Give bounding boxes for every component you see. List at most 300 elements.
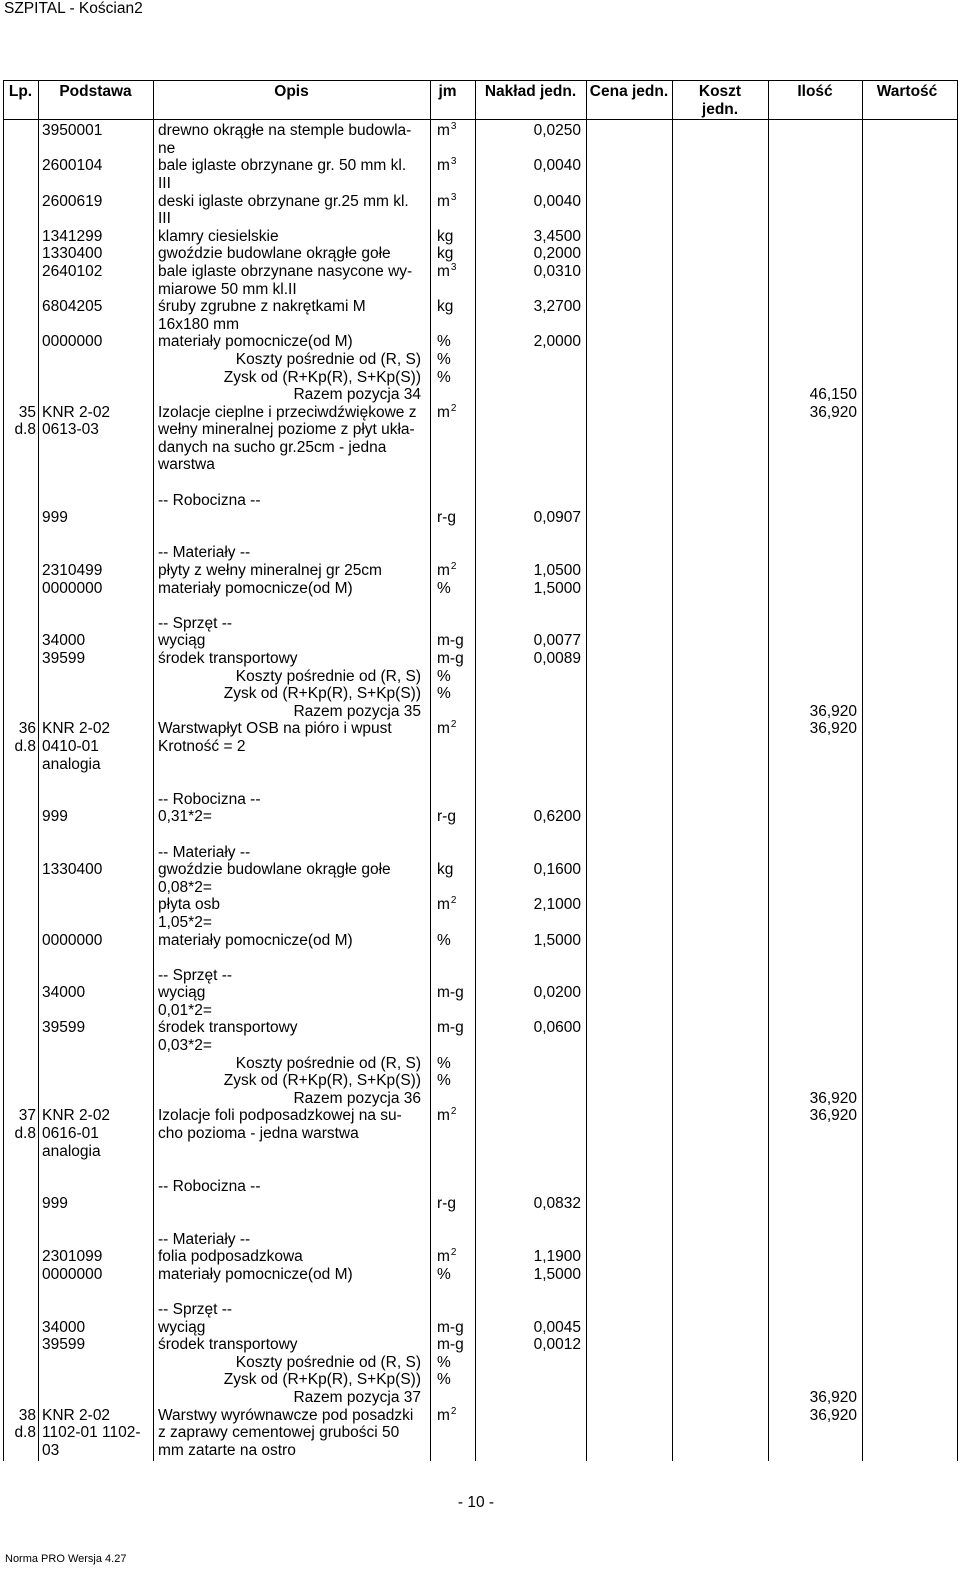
section-header-row bbox=[0, 1231, 960, 1249]
ilosc-cell: 36,920 bbox=[809, 1089, 857, 1107]
naklad-cell: 1,5000 bbox=[533, 579, 581, 597]
naklad-cell: 0,0600 bbox=[533, 1019, 581, 1037]
section-header: -- Robocizna -- bbox=[158, 790, 261, 808]
jm-cell bbox=[437, 1336, 464, 1354]
podstawa-cell: KNR 2-02 bbox=[42, 1107, 111, 1125]
ilosc-cell: 36,920 bbox=[809, 1406, 857, 1424]
table-row bbox=[0, 650, 960, 668]
section-header-row bbox=[0, 1178, 960, 1196]
unit-label: kg bbox=[437, 298, 454, 316]
jm-cell bbox=[437, 1371, 451, 1389]
summary-row bbox=[0, 351, 960, 369]
unit-label: m bbox=[437, 562, 450, 580]
summary-label: Razem pozycja 36 bbox=[293, 1089, 421, 1107]
opis-cell: środek transportowy bbox=[158, 1019, 298, 1037]
jm-cell bbox=[437, 808, 456, 826]
opis-cell: mm zatarte na ostro bbox=[158, 1441, 296, 1459]
lp-cell: 37 bbox=[18, 1107, 36, 1125]
podstawa-cell: KNR 2-02 bbox=[42, 720, 111, 738]
unit-label: % bbox=[437, 579, 451, 597]
jm-cell bbox=[437, 1019, 464, 1037]
jm-cell bbox=[437, 1407, 456, 1425]
unit-label: % bbox=[437, 333, 451, 351]
podstawa-cell: 6804205 bbox=[42, 298, 103, 316]
podstawa-cell: 2310499 bbox=[42, 562, 103, 580]
opis-cell: danych na sucho gr.25cm - jedna bbox=[158, 438, 387, 456]
opis-cell: III bbox=[158, 174, 171, 192]
opis-cell: materiały pomocnicze(od M) bbox=[158, 1265, 353, 1283]
naklad-cell: 3,4500 bbox=[533, 227, 581, 245]
jm-cell bbox=[437, 509, 456, 527]
unit-label: r-g bbox=[437, 1195, 456, 1213]
naklad-cell: 1,5000 bbox=[533, 1265, 581, 1283]
opis-cell: III bbox=[158, 210, 171, 228]
naklad-cell: 0,0089 bbox=[533, 650, 581, 667]
opis-cell: wyciąg bbox=[158, 632, 206, 650]
podstawa-cell: 999 bbox=[42, 509, 68, 527]
unit-label: m bbox=[437, 1107, 450, 1125]
naklad-cell: 0,0832 bbox=[533, 1195, 581, 1213]
ilosc-cell: 36,920 bbox=[809, 702, 857, 720]
jm-cell bbox=[437, 193, 456, 211]
summary-row bbox=[0, 386, 960, 404]
opis-cell: cho pozioma - jedna warstwa bbox=[158, 1125, 359, 1143]
opis-cell: płyta osb bbox=[158, 896, 221, 914]
header-cena: Cena jedn. bbox=[589, 83, 669, 100]
unit-label: m-g bbox=[437, 1318, 464, 1336]
opis-cell: Warstwy wyrównawcze pod posadzki bbox=[158, 1406, 414, 1424]
podstawa-cell: 34000 bbox=[42, 632, 86, 650]
section-header-row bbox=[0, 615, 960, 633]
table-row bbox=[0, 404, 960, 422]
table-row bbox=[0, 580, 960, 598]
unit-label: kg bbox=[437, 245, 454, 263]
summary-label: Koszty pośrednie od (R, S) bbox=[235, 1353, 421, 1371]
podstawa-cell: 0000000 bbox=[42, 1265, 103, 1283]
summary-label: Razem pozycja 34 bbox=[293, 386, 421, 404]
unit-label: m bbox=[437, 403, 450, 421]
podstawa-cell: 34000 bbox=[42, 984, 86, 1002]
jm-cell bbox=[437, 404, 456, 422]
table-row bbox=[0, 456, 960, 474]
table-row bbox=[0, 1336, 960, 1354]
table-row bbox=[0, 228, 960, 246]
table-row bbox=[0, 1143, 960, 1161]
jm-cell bbox=[437, 1266, 451, 1284]
opis-cell: 0,08*2= bbox=[158, 878, 212, 896]
jm-cell bbox=[437, 369, 451, 387]
naklad-cell: 0,0077 bbox=[533, 632, 581, 650]
podstawa-cell: 1330400 bbox=[42, 861, 103, 879]
jm-cell bbox=[437, 720, 456, 738]
header-jm: jm bbox=[438, 83, 457, 100]
unit-label: m-g bbox=[437, 984, 464, 1002]
naklad-cell: 0,0310 bbox=[533, 262, 581, 280]
podstawa-cell: 0000000 bbox=[42, 333, 103, 351]
unit-label: m bbox=[437, 192, 450, 210]
table-row bbox=[0, 1195, 960, 1213]
summary-row bbox=[0, 668, 960, 686]
table-row bbox=[0, 984, 960, 1002]
unit-label: m bbox=[437, 157, 450, 175]
lp-cell: d.8 bbox=[14, 1424, 36, 1442]
podstawa-cell: 0000000 bbox=[42, 931, 103, 949]
unit-label: m bbox=[437, 720, 450, 738]
table-row bbox=[0, 756, 960, 774]
table-row bbox=[0, 1002, 960, 1020]
jm-cell bbox=[437, 896, 456, 914]
unit-label: % bbox=[437, 667, 451, 685]
table-row bbox=[0, 509, 960, 527]
jm-cell bbox=[437, 1354, 451, 1372]
section-header-row bbox=[0, 544, 960, 562]
table-row bbox=[0, 632, 960, 650]
opis-cell: materiały pomocnicze(od M) bbox=[158, 333, 353, 351]
opis-cell: ne bbox=[158, 139, 176, 157]
unit-label: % bbox=[437, 1054, 451, 1072]
jm-cell bbox=[437, 157, 456, 175]
table-row bbox=[0, 263, 960, 281]
jm-cell bbox=[437, 1107, 456, 1125]
opis-cell: Izolacje cieplne i przeciwdźwiękowe z bbox=[158, 403, 417, 421]
opis-cell: 16x180 mm bbox=[158, 315, 239, 333]
summary-row bbox=[0, 1055, 960, 1073]
section-header-row bbox=[0, 1301, 960, 1319]
page-number: - 10 - bbox=[457, 1494, 495, 1511]
opis-cell: Krotność = 2 bbox=[158, 737, 246, 755]
table-row bbox=[0, 562, 960, 580]
jm-cell bbox=[437, 122, 456, 140]
table-row bbox=[0, 140, 960, 158]
opis-cell: deski iglaste obrzynane gr.25 mm kl. bbox=[158, 192, 409, 210]
section-header-row bbox=[0, 844, 960, 862]
table-row bbox=[0, 896, 960, 914]
table-row bbox=[0, 720, 960, 738]
ilosc-cell: 36,920 bbox=[809, 720, 857, 738]
unit-label: % bbox=[437, 1353, 451, 1371]
podstawa-cell: KNR 2-02 bbox=[42, 403, 111, 421]
table-row bbox=[0, 333, 960, 351]
summary-row bbox=[0, 1371, 960, 1389]
unit-label: m-g bbox=[437, 650, 464, 667]
ilosc-cell: 36,920 bbox=[809, 403, 857, 421]
unit-label: m bbox=[437, 1248, 450, 1266]
jm-cell bbox=[437, 685, 451, 703]
section-header-row bbox=[0, 492, 960, 510]
naklad-cell: 0,0200 bbox=[533, 984, 581, 1002]
podstawa-cell: 1102-01 1102- bbox=[42, 1424, 141, 1442]
table-row bbox=[0, 175, 960, 193]
jm-cell bbox=[437, 333, 451, 351]
table-row bbox=[0, 245, 960, 263]
table-row bbox=[0, 879, 960, 897]
naklad-cell: 0,1600 bbox=[533, 861, 581, 879]
table-body bbox=[0, 122, 960, 1459]
table-row bbox=[0, 1248, 960, 1266]
unit-exponent: 3 bbox=[450, 156, 457, 168]
jm-cell bbox=[437, 1072, 451, 1090]
section-header: -- Sprzęt -- bbox=[158, 966, 233, 984]
podstawa-cell: 999 bbox=[42, 1195, 68, 1213]
naklad-cell: 1,0500 bbox=[533, 562, 581, 580]
naklad-cell: 0,0012 bbox=[533, 1336, 581, 1354]
section-header: -- Materiały -- bbox=[158, 843, 251, 861]
section-header: -- Robocizna -- bbox=[158, 491, 261, 509]
opis-cell: materiały pomocnicze(od M) bbox=[158, 579, 353, 597]
unit-label: m-g bbox=[437, 632, 464, 650]
section-header: -- Sprzęt -- bbox=[158, 1300, 233, 1318]
header-opis: Opis bbox=[274, 83, 309, 100]
jm-cell bbox=[437, 1055, 451, 1073]
jm-cell bbox=[437, 298, 453, 316]
summary-label: Zysk od (R+Kp(R), S+Kp(S)) bbox=[223, 1072, 421, 1090]
software-footer: Norma PRO Wersja 4.27 bbox=[5, 1553, 127, 1565]
summary-label: Zysk od (R+Kp(R), S+Kp(S)) bbox=[223, 368, 421, 386]
section-header-row bbox=[0, 967, 960, 985]
jm-cell bbox=[437, 650, 464, 668]
section-header-row bbox=[0, 791, 960, 809]
jm-cell bbox=[437, 351, 451, 369]
unit-exponent: 2 bbox=[450, 1106, 457, 1118]
section-header: -- Sprzęt -- bbox=[158, 614, 233, 632]
unit-exponent: 2 bbox=[450, 719, 457, 731]
opis-cell: materiały pomocnicze(od M) bbox=[158, 931, 353, 949]
unit-label: % bbox=[437, 1072, 451, 1090]
lp-cell: d.8 bbox=[14, 1125, 36, 1143]
opis-cell: śruby zgrubne z nakrętkami M bbox=[158, 298, 366, 316]
podstawa-cell: 2301099 bbox=[42, 1248, 103, 1266]
podstawa-cell: 0000000 bbox=[42, 579, 103, 597]
opis-cell: Izolacje foli podposadzkowej na su- bbox=[158, 1107, 402, 1125]
naklad-cell: 0,6200 bbox=[533, 808, 581, 826]
jm-cell bbox=[437, 1319, 464, 1337]
document-title: SZPITAL - Kościan2 bbox=[4, 0, 143, 17]
podstawa-cell: 2600104 bbox=[42, 157, 103, 175]
jm-cell bbox=[437, 228, 453, 246]
unit-label: r-g bbox=[437, 808, 456, 826]
naklad-cell: 3,2700 bbox=[533, 298, 581, 316]
summary-label: Zysk od (R+Kp(R), S+Kp(S)) bbox=[223, 685, 421, 703]
header-koszt-line1: Koszt bbox=[698, 83, 742, 100]
unit-label: % bbox=[437, 368, 451, 386]
jm-cell bbox=[437, 1248, 456, 1266]
table-row bbox=[0, 1125, 960, 1143]
summary-row bbox=[0, 685, 960, 703]
header-podstawa: Podstawa bbox=[59, 83, 132, 100]
opis-cell: wyciąg bbox=[158, 984, 206, 1002]
summary-label: Razem pozycja 37 bbox=[293, 1388, 421, 1406]
summary-label: Koszty pośrednie od (R, S) bbox=[235, 667, 421, 685]
unit-exponent: 3 bbox=[450, 121, 457, 133]
unit-exponent: 2 bbox=[450, 561, 457, 573]
opis-cell: 0,03*2= bbox=[158, 1037, 212, 1055]
section-header: -- Materiały -- bbox=[158, 544, 251, 562]
opis-cell: środek transportowy bbox=[158, 1336, 298, 1354]
podstawa-cell: 34000 bbox=[42, 1318, 86, 1336]
unit-label: % bbox=[437, 685, 451, 703]
opis-cell: 1,05*2= bbox=[158, 913, 212, 931]
header-koszt-line2: jedn. bbox=[701, 100, 739, 118]
unit-exponent: 2 bbox=[450, 895, 457, 907]
jm-cell bbox=[437, 1195, 456, 1213]
unit-label: kg bbox=[437, 227, 454, 245]
summary-label: Koszty pośrednie od (R, S) bbox=[235, 1054, 421, 1072]
header-bottom-border bbox=[3, 119, 957, 120]
jm-cell bbox=[437, 580, 451, 598]
header-naklad: Nakład jedn. bbox=[484, 83, 577, 100]
naklad-cell: 0,0250 bbox=[533, 122, 581, 140]
lp-cell: 35 bbox=[18, 403, 36, 421]
naklad-cell: 0,0907 bbox=[533, 509, 581, 527]
ilosc-cell: 36,920 bbox=[809, 1388, 857, 1406]
summary-label: Koszty pośrednie od (R, S) bbox=[235, 350, 421, 368]
summary-row bbox=[0, 703, 960, 721]
section-header: -- Robocizna -- bbox=[158, 1177, 261, 1195]
unit-label: % bbox=[437, 931, 451, 949]
naklad-cell: 2,1000 bbox=[533, 896, 581, 914]
header-wartosc: Wartość bbox=[876, 83, 938, 100]
summary-row bbox=[0, 1354, 960, 1372]
unit-exponent: 3 bbox=[450, 191, 457, 203]
table-row bbox=[0, 122, 960, 140]
opis-cell: wyciąg bbox=[158, 1318, 206, 1336]
table-row bbox=[0, 316, 960, 334]
unit-label: m bbox=[437, 1406, 450, 1424]
opis-cell: płyty z wełny mineralnej gr 25cm bbox=[158, 562, 382, 580]
table-row bbox=[0, 1424, 960, 1442]
opis-cell: bale iglaste obrzynane nasycone wy- bbox=[158, 262, 413, 280]
opis-cell: środek transportowy bbox=[158, 650, 298, 667]
jm-cell bbox=[437, 668, 451, 686]
jm-cell bbox=[437, 245, 453, 263]
table-row bbox=[0, 932, 960, 950]
header-koszt bbox=[672, 83, 768, 118]
podstawa-cell: 39599 bbox=[42, 1336, 86, 1354]
opis-cell: drewno okrągłe na stemple budowla- bbox=[158, 122, 412, 140]
unit-label: % bbox=[437, 350, 451, 368]
opis-cell: gwoździe budowlane okrągłe gołe bbox=[158, 861, 391, 879]
naklad-cell: 2,0000 bbox=[533, 333, 581, 351]
podstawa-cell: 0616-01 bbox=[42, 1125, 99, 1143]
podstawa-cell: analogia bbox=[42, 755, 101, 773]
unit-label: m bbox=[437, 262, 450, 280]
table-row bbox=[0, 1266, 960, 1284]
table-row bbox=[0, 1107, 960, 1125]
opis-cell: warstwa bbox=[158, 456, 215, 474]
table-row bbox=[0, 210, 960, 228]
jm-cell bbox=[437, 932, 451, 950]
jm-cell bbox=[437, 562, 456, 580]
lp-cell: 38 bbox=[18, 1406, 36, 1424]
table-row bbox=[0, 738, 960, 756]
header-lp: Lp. bbox=[8, 83, 33, 100]
summary-label: Zysk od (R+Kp(R), S+Kp(S)) bbox=[223, 1371, 421, 1389]
header-ilosc: Ilość bbox=[797, 83, 833, 100]
jm-cell bbox=[437, 861, 453, 879]
table-row bbox=[0, 298, 960, 316]
table-row bbox=[0, 1319, 960, 1337]
opis-cell: 0,01*2= bbox=[158, 1001, 212, 1019]
unit-exponent: 3 bbox=[450, 261, 457, 273]
ilosc-cell: 36,920 bbox=[809, 1107, 857, 1125]
jm-cell bbox=[437, 984, 464, 1002]
opis-cell: gwoździe budowlane okrągłe gołe bbox=[158, 245, 391, 263]
unit-exponent: 2 bbox=[450, 1247, 457, 1259]
jm-cell bbox=[437, 263, 456, 281]
opis-cell: z zaprawy cementowej grubości 50 bbox=[158, 1424, 400, 1442]
table-row bbox=[0, 157, 960, 175]
podstawa-cell: 39599 bbox=[42, 1019, 86, 1037]
opis-cell: klamry ciesielskie bbox=[158, 227, 279, 245]
unit-label: m bbox=[437, 896, 450, 914]
table-row bbox=[0, 1442, 960, 1460]
table-row bbox=[0, 421, 960, 439]
naklad-cell: 0,0045 bbox=[533, 1318, 581, 1336]
table-row bbox=[0, 1037, 960, 1055]
summary-label: Razem pozycja 35 bbox=[293, 702, 421, 720]
summary-row bbox=[0, 1072, 960, 1090]
section-header: -- Materiały -- bbox=[158, 1230, 251, 1248]
unit-label: r-g bbox=[437, 509, 456, 527]
table-row bbox=[0, 1019, 960, 1037]
unit-label: % bbox=[437, 1265, 451, 1283]
table-row bbox=[0, 439, 960, 457]
naklad-cell: 0,2000 bbox=[533, 245, 581, 263]
unit-label: m-g bbox=[437, 1336, 464, 1354]
podstawa-cell: 03 bbox=[42, 1441, 60, 1459]
lp-cell: d.8 bbox=[14, 421, 36, 439]
lp-cell: 36 bbox=[18, 720, 36, 738]
header-top-border bbox=[3, 80, 957, 81]
unit-exponent: 2 bbox=[450, 402, 457, 414]
naklad-cell: 1,1900 bbox=[533, 1248, 581, 1266]
jm-cell bbox=[437, 632, 464, 650]
ilosc-cell: 46,150 bbox=[809, 386, 857, 404]
podstawa-cell: 39599 bbox=[42, 650, 86, 667]
table-row bbox=[0, 861, 960, 879]
table-row bbox=[0, 914, 960, 932]
table-row bbox=[0, 193, 960, 211]
summary-row bbox=[0, 1389, 960, 1407]
naklad-cell: 1,5000 bbox=[533, 931, 581, 949]
unit-label: kg bbox=[437, 861, 454, 879]
unit-label: m-g bbox=[437, 1019, 464, 1037]
podstawa-cell: 3950001 bbox=[42, 122, 103, 140]
table-row bbox=[0, 1407, 960, 1425]
summary-row bbox=[0, 1090, 960, 1108]
table-row bbox=[0, 808, 960, 826]
podstawa-cell: analogia bbox=[42, 1142, 101, 1160]
podstawa-cell: 0613-03 bbox=[42, 421, 99, 439]
podstawa-cell: 999 bbox=[42, 808, 68, 826]
unit-exponent: 2 bbox=[450, 1405, 457, 1417]
naklad-cell: 0,0040 bbox=[533, 192, 581, 210]
podstawa-cell: 0410-01 bbox=[42, 737, 99, 755]
naklad-cell: 0,0040 bbox=[533, 157, 581, 175]
podstawa-cell: 1330400 bbox=[42, 245, 103, 263]
podstawa-cell: 2640102 bbox=[42, 262, 103, 280]
summary-row bbox=[0, 369, 960, 387]
lp-cell: d.8 bbox=[14, 737, 36, 755]
unit-label: % bbox=[437, 1371, 451, 1389]
table-row bbox=[0, 281, 960, 299]
opis-cell: Warstwapłyt OSB na pióro i wpust bbox=[158, 720, 392, 738]
unit-label: m bbox=[437, 122, 450, 140]
podstawa-cell: KNR 2-02 bbox=[42, 1406, 111, 1424]
opis-cell: wełny mineralnej poziome z płyt ukła- bbox=[158, 421, 415, 439]
opis-cell: 0,31*2= bbox=[158, 808, 212, 826]
opis-cell: miarowe 50 mm kl.II bbox=[158, 280, 297, 298]
